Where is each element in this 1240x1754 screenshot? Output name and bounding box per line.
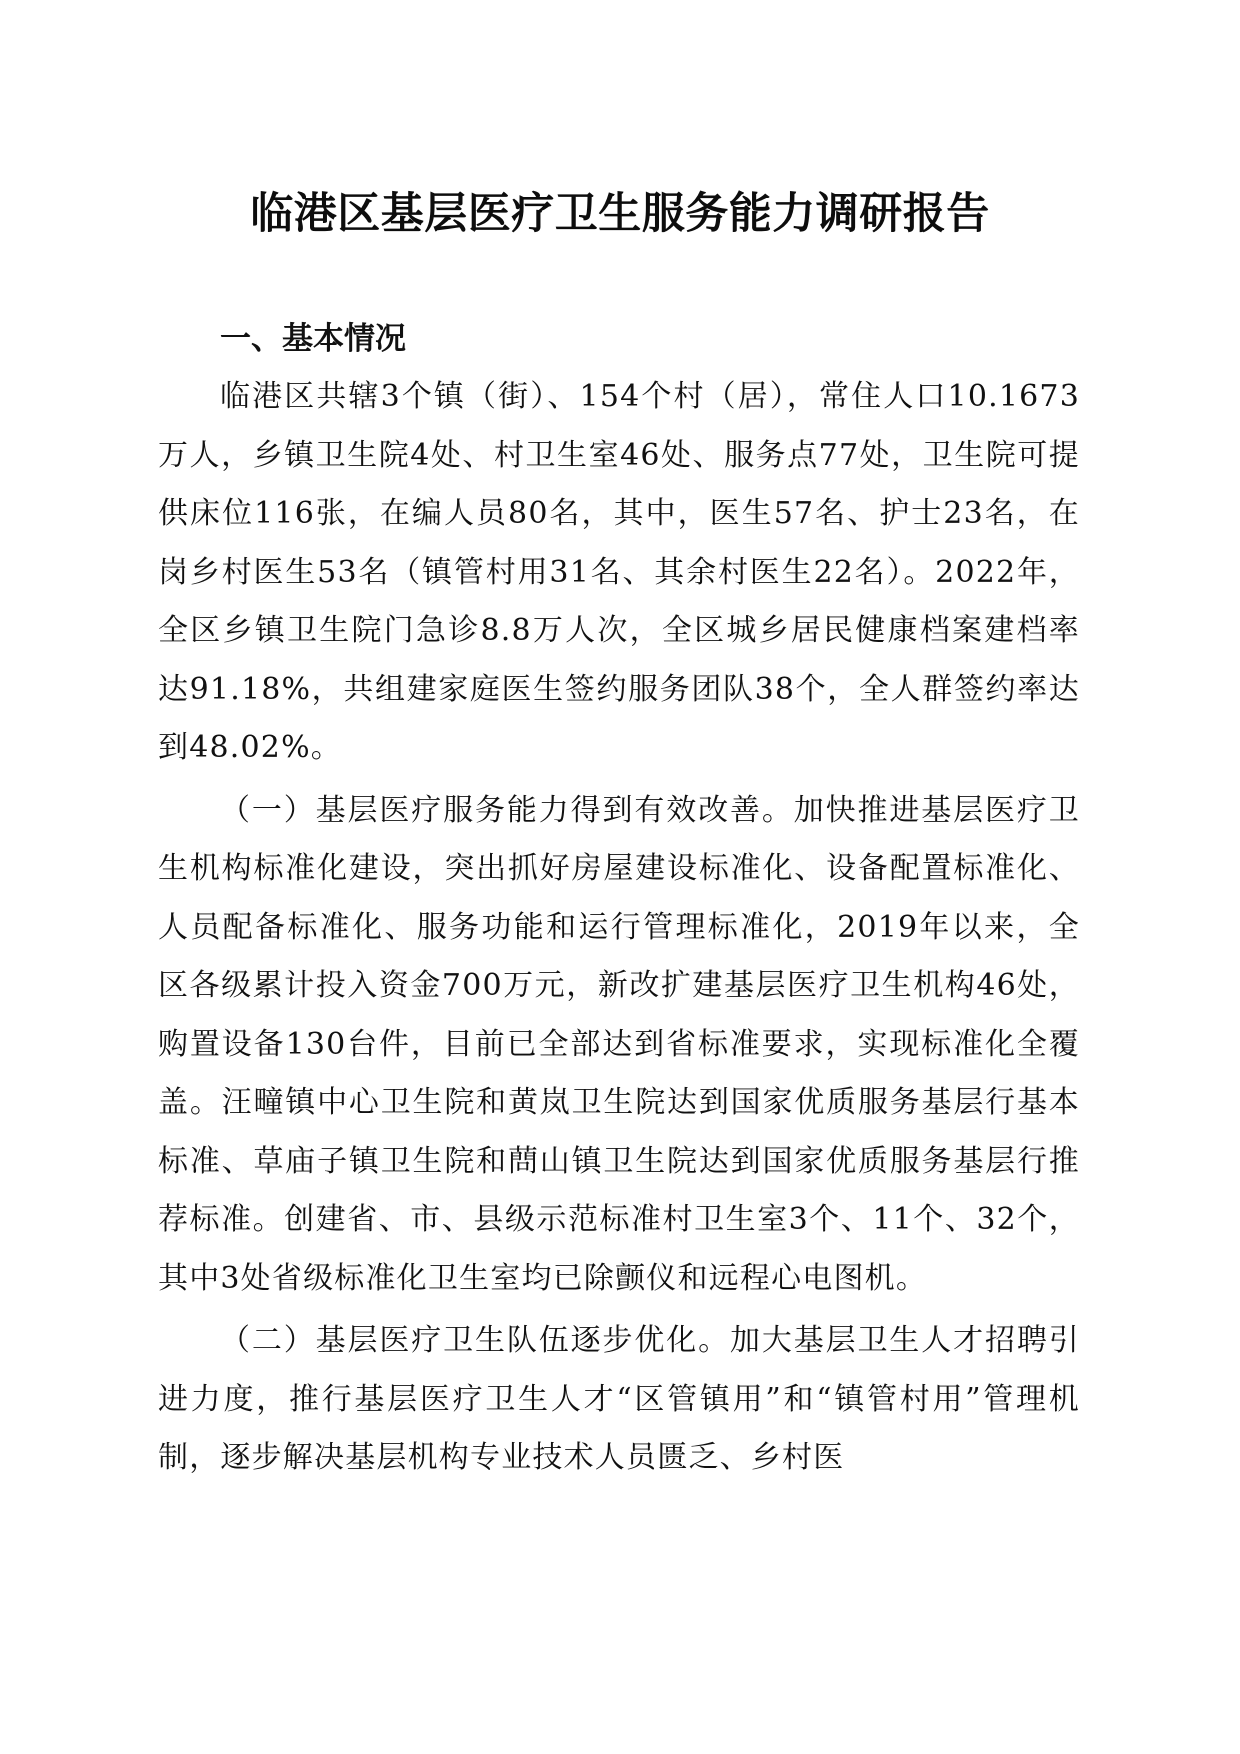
paragraph-text: 加快推进基层医疗卫生机构标准化建设，突出抓好房屋建设标准化、设备配置标准化、人员配备标准化、服务功能和运行管理标准化，2019年以来，全区各级累计投入资金700万元，新改扩建基层医疗卫生机构46处，购置设备130台件，目前已全部达到省标准要求，实现标准化全覆盖。汪疃镇中心卫生院和黄岚卫生院达到国家优质服务基层行基本标准、草庙子镇卫生院和蔄山镇卫生院达到国家优质服务基层行推荐标准。创建省、市、县级示范标准村卫生室3个、11个、32个，其中3处省级标准化卫生室均已除颤仪和远程心电图机。 xyxy=(158,792,1080,1296)
document-body xyxy=(158,310,1080,1488)
paragraph-basic-situation xyxy=(158,368,1080,778)
section-heading: 一、基本情况 xyxy=(220,321,406,357)
document-title: 临港区基层医疗卫生服务能力调研报告 xyxy=(250,189,990,239)
paragraph-text: 加大基层卫生人才招聘引进力度，推行基层医疗卫生人才“区管镇用”和“镇管村用”管理机制，逐步解决基层机构专业技术人员匮乏、乡村医 xyxy=(158,1323,1080,1475)
paragraph-service-capacity xyxy=(158,782,1080,1309)
paragraph-lead: （二）基层医疗卫生队伍逐步优化。 xyxy=(220,1323,731,1358)
paragraph-text: 临港区共辖3个镇（街）、154个村（居），常住人口10.1673万人，乡镇卫生院4处、村卫生室46处、服务点77处，卫生院可提供床位116张，在编人员80名，其中，医生57名、护士23名，在岗乡村医生53名（镇管村用31名、其余村医生22名）。2022年，全区乡镇卫生院门急诊8.8万人次，全区城乡居民健康档案建档率达91.18%，共组建家庭医生签约服务团队38个，全人群签约率达到48.02%。 xyxy=(158,379,1080,765)
paragraph-lead: （一）基层医疗服务能力得到有效改善。 xyxy=(220,792,794,828)
paragraph-team-optimization xyxy=(158,1312,1080,1488)
